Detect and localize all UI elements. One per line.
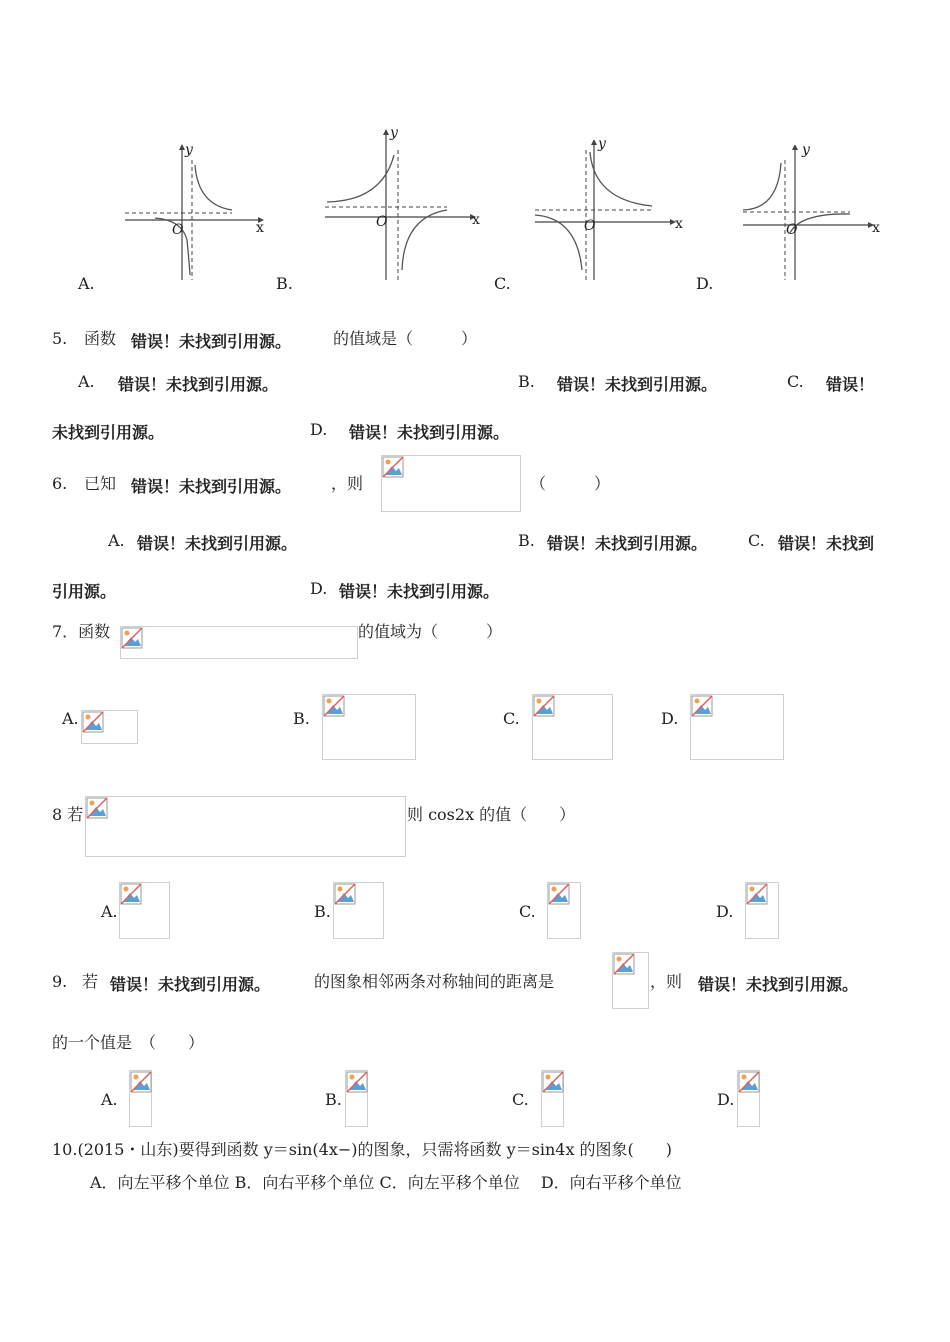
graph-label-a: A. [78,274,95,293]
q7-number: 7．函数 [52,622,111,641]
q9-stem-prefix: 若 [82,972,99,991]
broken-image-icon [691,695,713,717]
broken-image-icon [738,1071,760,1093]
broken-image-icon [533,695,555,717]
q7-opt-d-label: D. [661,709,679,728]
q9-opt-d-label: D. [717,1090,735,1109]
q7-opt-b-image [322,694,416,760]
q5-opt-a-label: A. [78,372,95,391]
q5-opt-b-label: B. [518,372,535,391]
q7-opt-a-label: A. [62,709,79,728]
q5-number: 5. [52,329,68,348]
q7-opt-d-image [690,694,784,760]
broken-image-icon [82,711,104,733]
graph-origin-d: O [786,222,798,238]
q6-ref-error: 错误！未找到引用源。 [131,477,292,496]
q6-stem-mid: ，则 [331,474,364,493]
graph-option-c [532,140,682,285]
q8-number: 8 若 [52,805,84,824]
q7-opt-a-image [81,710,138,744]
q7-broken-image [120,626,358,659]
graph-axis-x-b: x [472,212,480,228]
q5-opt-c-label: C. [787,372,804,391]
q9-stem-mid: 的图象相邻两条对称轴间的距离是 [314,972,555,991]
broken-image-icon [86,797,108,819]
q8-opt-a-image [119,882,170,939]
graph-axis-x-c: x [675,216,683,232]
q5-opt-d-label: D. [310,420,328,439]
q8-opt-c-label: C. [519,902,536,921]
q5-opt-c-error-1: 错误！ [826,375,875,394]
broken-image-icon [542,1071,564,1093]
q8-opt-a-label: A. [101,902,118,921]
broken-image-icon [130,1071,152,1093]
q6-opt-c-label: C. [748,531,765,550]
q6-opt-b-label: B. [518,531,535,550]
q6-opt-c-error-1: 错误！未找到 [778,534,875,553]
broken-image-icon [548,883,570,905]
q9-opt-d-image [737,1070,760,1127]
graph-option-d [740,145,880,285]
q10-stem: 10.(2015・山东)要得到函数 y＝sin(4x−)的图象，只需将函数 y＝sin4x 的图象( ) [52,1140,673,1159]
broken-image-icon [120,883,142,905]
q8-opt-c-image [547,882,581,939]
graph-origin-b: O [376,214,388,230]
q8-opt-b-image [333,882,384,939]
graph-axis-y-d: y [802,142,810,158]
q10-options: A．向左平移个单位 B．向右平移个单位 C．向左平移个单位 D．向右平移个单位 [90,1173,682,1192]
q6-opt-a-label: A. [108,531,125,550]
graph-option-b [322,125,482,285]
q6-opt-c-error-2: 引用源。 [52,582,117,601]
broken-image-icon [382,456,404,478]
q8-opt-b-label: B. [314,902,331,921]
q5-opt-b-error: 错误！未找到引用源。 [557,375,718,394]
q9-opt-c-image [541,1070,564,1127]
q7-opt-b-label: B. [293,709,310,728]
broken-image-icon [746,883,768,905]
q5-stem-suffix: 的值域是（ ） [333,329,478,348]
broken-image-icon [323,695,345,717]
q5-opt-c-error-2: 未找到引用源。 [52,423,165,442]
q6-paren: （ ） [530,474,611,493]
q9-broken-image [612,952,649,1009]
q6-stem-prefix: 已知 [84,474,117,493]
broken-image-icon [121,627,143,649]
q6-opt-d-label: D. [310,579,328,598]
graph-origin-a: O [172,222,184,238]
q9-opt-c-label: C. [512,1090,529,1109]
graph-axis-x-a: x [256,220,264,236]
q5-opt-d-error: 错误！未找到引用源。 [349,423,510,442]
q8-broken-image [85,796,406,857]
q5-opt-a-error: 错误！未找到引用源。 [118,375,279,394]
q9-line2: 的一个值是 （ ） [52,1033,205,1052]
q6-number: 6. [52,474,68,493]
graph-option-a [120,140,270,285]
q9-stem-mid2: ，则 [650,972,683,991]
q6-opt-b-error: 错误！未找到引用源。 [547,534,708,553]
graph-origin-c: O [584,218,596,234]
q9-opt-b-image [345,1070,368,1127]
graph-label-d: D. [696,274,714,293]
graph-axis-y-b: y [390,125,398,141]
graph-label-c: C. [494,274,511,293]
graph-axis-x-d: x [872,220,880,236]
q7-opt-c-label: C. [503,709,520,728]
q7-opt-c-image [532,694,613,760]
q9-ref-error-1: 错误！未找到引用源。 [110,975,271,994]
graph-axis-y-c: y [598,136,606,152]
q9-ref-error-2: 错误！未找到引用源。 [698,975,859,994]
q6-opt-a-error: 错误！未找到引用源。 [137,534,298,553]
graph-label-b: B. [276,274,293,293]
q9-number: 9. [52,972,68,991]
q8-stem-suffix: 则 cos2x 的值（ ） [407,805,576,824]
broken-image-icon [346,1071,368,1093]
q8-opt-d-label: D. [716,902,734,921]
q6-opt-d-error: 错误！未找到引用源。 [339,582,500,601]
q6-broken-image [381,455,521,512]
broken-image-icon [613,953,635,975]
q7-stem-suffix: 的值域为（ ） [358,622,503,641]
q9-opt-b-label: B. [325,1090,342,1109]
broken-image-icon [334,883,356,905]
graph-axis-y-a: y [185,142,193,158]
q9-opt-a-label: A. [101,1090,118,1109]
q5-ref-error: 错误！未找到引用源。 [131,332,292,351]
q9-opt-a-image [129,1070,152,1127]
q5-stem-prefix: 函数 [84,329,117,348]
q8-opt-d-image [745,882,779,939]
